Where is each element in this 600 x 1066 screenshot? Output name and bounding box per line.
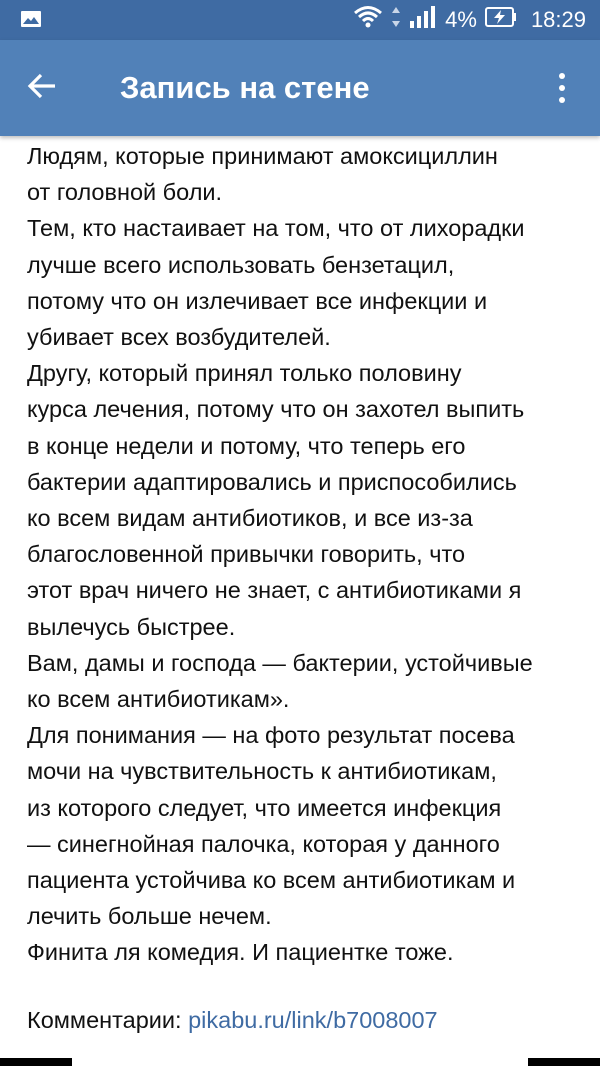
post-line: Вам, дамы и господа — бактерии, устойчивые bbox=[27, 649, 533, 676]
post-line: лучше всего использовать бензетацил, bbox=[27, 251, 455, 278]
post-line: в конце недели и потому, что теперь его bbox=[27, 432, 466, 459]
post-line: Для понимания — на фото результат посева bbox=[27, 722, 515, 749]
post-line: бактерии адаптировались и приспособились bbox=[27, 468, 517, 495]
post-line: потому что он излечивает все инфекции и bbox=[27, 287, 488, 314]
status-indicators bbox=[353, 0, 586, 40]
post-line: лечить больше нечем. bbox=[27, 903, 272, 930]
bottom-bar-edge bbox=[0, 1058, 600, 1066]
post-line: этот врач ничего не знает, с антибиотиками я bbox=[27, 577, 522, 604]
post-line: ко всем видам антибиотиков, и все из-за bbox=[27, 505, 473, 532]
comments-label: Комментарии: bbox=[27, 1007, 189, 1033]
page-title: Запись на стене bbox=[120, 70, 370, 105]
post-line: Тем, кто настаивает на том, что от лихорадки bbox=[27, 215, 525, 242]
bottom-bar-segment bbox=[0, 1058, 72, 1066]
back-button[interactable] bbox=[18, 64, 66, 112]
more-vert-icon-dot bbox=[559, 85, 565, 91]
battery-percent: 4% bbox=[445, 7, 477, 32]
post-line: — синегнойная палочка, которая у данного bbox=[27, 830, 500, 857]
post-line: Людям, которые принимают амоксициллин bbox=[27, 143, 498, 169]
image-icon bbox=[20, 9, 42, 29]
comments-link[interactable]: pikabu.ru/link/b7008007 bbox=[188, 1007, 438, 1033]
post-line: Другу, который принял только половину bbox=[27, 360, 462, 387]
post-line: вылечусь быстрее. bbox=[27, 613, 236, 640]
comments-row bbox=[27, 1002, 587, 1038]
app-bar bbox=[0, 40, 600, 136]
post-line: из которого следует, что имеется инфекция bbox=[27, 794, 502, 821]
post-line: пациента устойчива ко всем антибиотикам и bbox=[27, 867, 516, 894]
signal-icon bbox=[409, 5, 437, 35]
post-text bbox=[27, 138, 587, 971]
battery-charging-icon bbox=[485, 6, 517, 34]
post-line: ко всем антибиотикам». bbox=[27, 686, 290, 713]
post-line: благословенной привычки говорить, что bbox=[27, 541, 466, 568]
more-vert-icon bbox=[559, 73, 565, 79]
post-line: мочи на чувствительность к антибиотикам, bbox=[27, 758, 497, 785]
post-line: от головной боли. bbox=[27, 179, 223, 206]
post-line: убивает всех возбудителей. bbox=[27, 324, 331, 351]
post-content[interactable] bbox=[0, 136, 600, 1066]
status-bar bbox=[0, 0, 600, 40]
bottom-bar-segment bbox=[528, 1058, 600, 1066]
post-line: курса лечения, потому что он захотел выпить bbox=[27, 396, 525, 423]
arrow-back-icon bbox=[27, 73, 57, 104]
more-options-button[interactable] bbox=[542, 64, 582, 112]
post-line: Финита ля комедия. И пациентке тоже. bbox=[27, 939, 454, 966]
more-vert-icon-dot bbox=[559, 97, 565, 103]
clock: 18:29 bbox=[530, 7, 586, 32]
wifi-icon bbox=[353, 4, 383, 36]
data-arrows-icon bbox=[391, 5, 401, 35]
